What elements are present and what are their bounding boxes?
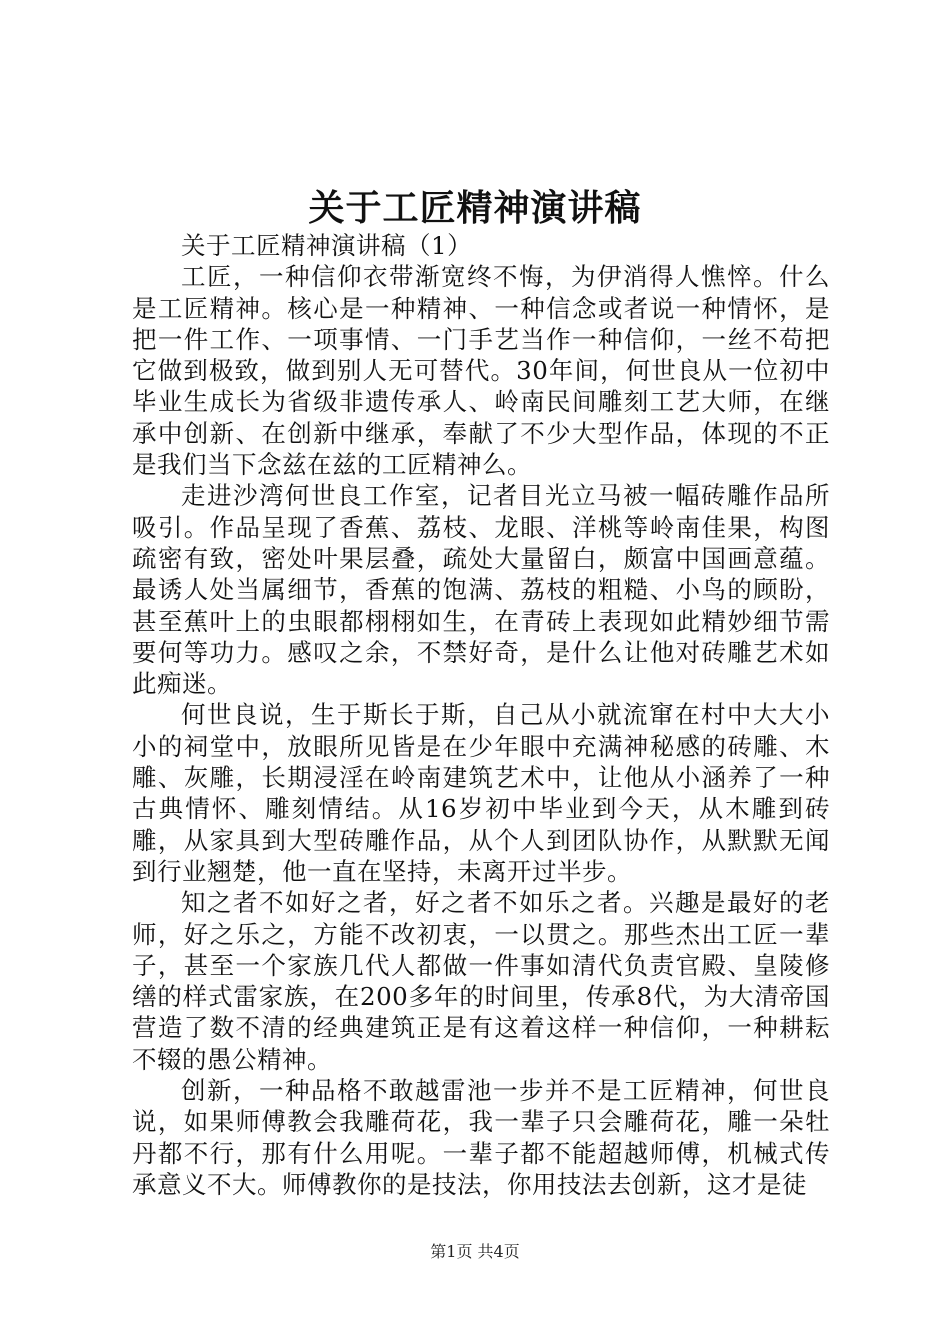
paragraph: 走进沙湾何世良工作室，记者目光立马被一幅砖雕作品所吸引。作品呈现了香蕉、荔枝、龙眼、洋桃等岭南佳果，构图疏密有致，密处叶果层叠，疏处大量留白，颇富中国画意蕴。最诱人处当属细节，香蕉的饱满、荔枝的粗糙、小鸟的顾盼，甚至蕉叶上的虫眼都栩栩如生，在青砖上表现如此精妙细节需要何等功力。感叹之余，不禁好奇，是什么让他对砖雕艺术如此痴迷。 — [132, 481, 830, 699]
paragraph: 何世良说，生于斯长于斯，自己从小就流窜在村中大大小小的祠堂中，放眼所见皆是在少年眼中充满神秘感的砖雕、木雕、灰雕，长期浸淫在岭南建筑艺术中，让他从小涵养了一种古典情怀、雕刻情结。从16岁初中毕业到今天，从木雕到砖雕，从家具到大型砖雕作品，从个人到团队协作，从默默无闻到行业翘楚，他一直在坚持，未离开过半步。 — [132, 700, 830, 886]
document-title: 关于工匠精神演讲稿 — [308, 187, 642, 229]
page-number-footer: 第1页 共4页 — [430, 1242, 520, 1261]
document-body — [132, 230, 830, 1200]
paragraph: 知之者不如好之者，好之者不如乐之者。兴趣是最好的老师，好之乐之，方能不改初衷，一以贯之。那些杰出工匠一辈子，甚至一个家族几代人都做一件事如清代负责官殿、皇陵修缮的样式雷家族，在200多年的时间里，传承8代，为大清帝国营造了数不清的经典建筑正是有这着这样一种信仰，一种耕耘不辍的愚公精神。 — [132, 888, 830, 1074]
paragraph: 创新，一种品格不敢越雷池一步并不是工匠精神，何世良说，如果师傅教会我雕荷花，我一辈子只会雕荷花，雕一朵牡丹都不行，那有什么用呢。一辈子都不能超越师傅，机械式传承意义不大。师傅教你的是技法，你用技法去创新，这才是徒 — [132, 1076, 830, 1199]
paragraph-subtitle: 关于工匠精神演讲稿（1） — [181, 231, 473, 260]
paragraph: 工匠，一种信仰衣带渐宽终不悔，为伊消得人憔悴。什么是工匠精神。核心是一种精神、一种信念或者说一种情怀，是把一件工作、一项事情、一门手艺当作一种信仰，一丝不苟把它做到极致，做到别人无可替代。30年间，何世良从一位初中毕业生成长为省级非遗传承人、岭南民间雕刻工艺大师，在继承中创新、在创新中继承，奉献了不少大型作品，体现的不正是我们当下念兹在兹的工匠精神么。 — [132, 262, 830, 480]
